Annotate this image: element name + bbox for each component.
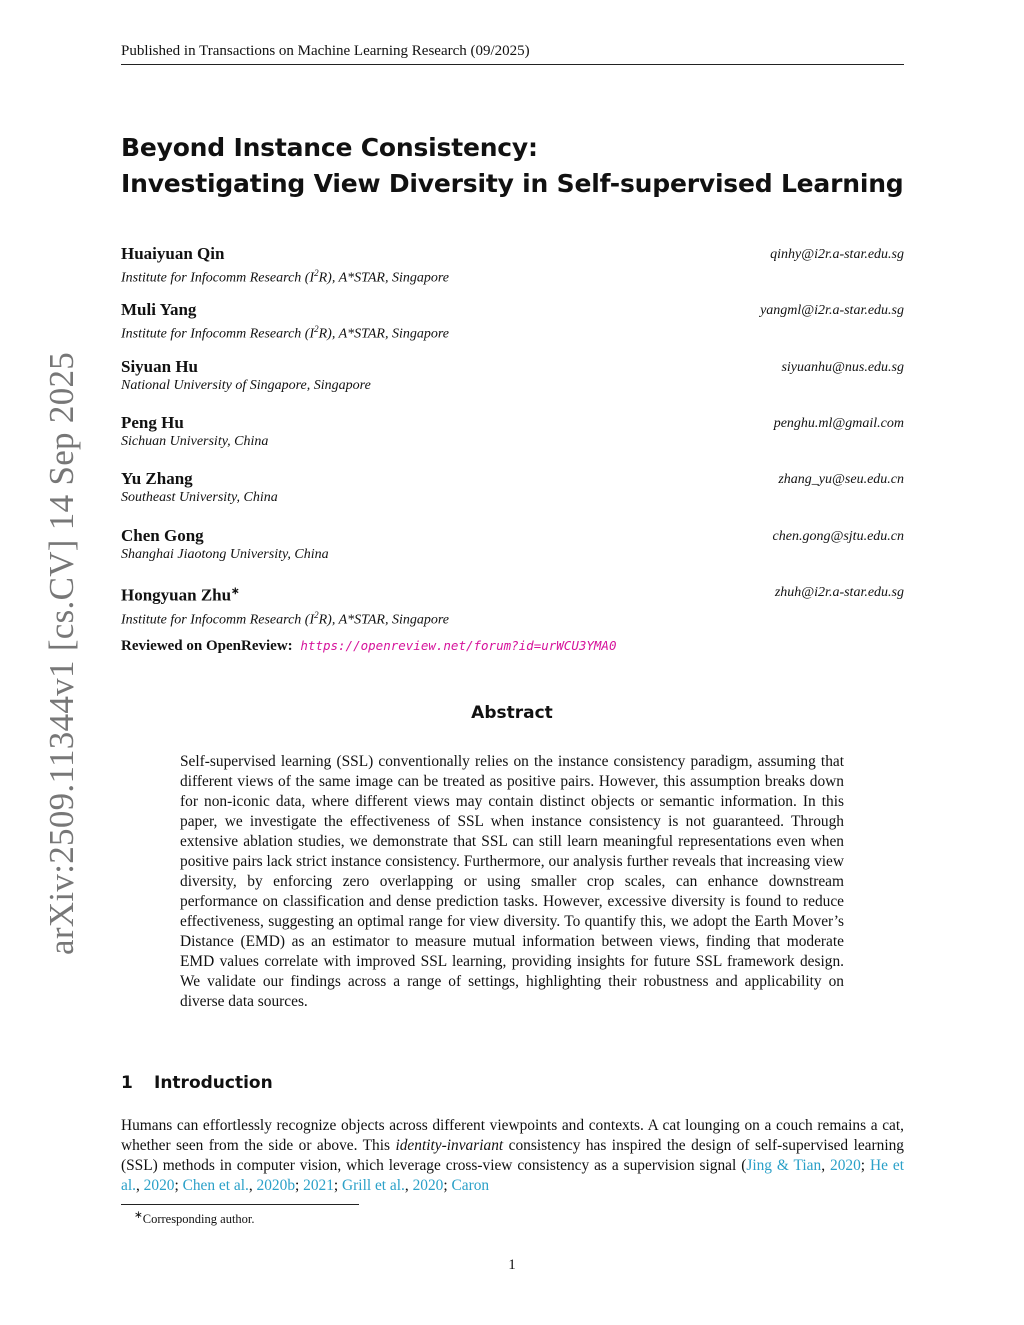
footnote-rule: [121, 1204, 359, 1205]
author-affiliation: Institute for Infocomm Research $(I^2R)$, A*STAR, Singapore: [121, 609, 450, 628]
running-header: [121, 43, 904, 65]
section-heading: [121, 1073, 273, 1093]
citation-link[interactable]: 2020b: [256, 1177, 296, 1194]
author-block: [121, 413, 904, 451]
section-number: 1: [121, 1073, 133, 1093]
author-name: Chen Gong: [121, 526, 204, 545]
citation-link[interactable]: 2020: [412, 1177, 444, 1194]
paper-title: [121, 130, 921, 202]
intro-paragraph: Humans can effortlessly recognize objects across different viewpoints and contexts. A cat lounging on a couch remains a cat, whether seen from the side or above. This identity-invariant consistency has inspired the design of self-supervised learning (SSL) methods in computer vision, which leverage cross-view consistency as a supervision signal (Jing & Tian, 2020; He et al., 2020; Chen et al., 2020b; 2021; Grill et al., 2020; Caron: [121, 1117, 904, 1194]
page-number: 1: [508, 1257, 516, 1273]
reviewed-label: Reviewed on OpenReview:: [121, 638, 293, 654]
author-name: Yu Zhang: [121, 469, 193, 488]
author-email[interactable]: qinhy@i2r.a-star.edu.sg: [770, 247, 904, 262]
section-title: Introduction: [154, 1073, 273, 1093]
author-affiliation: Shanghai Jiaotong University, China: [121, 547, 329, 562]
footnote-mark: ∗: [134, 1210, 143, 1221]
citation-link[interactable]: He et al.: [121, 1157, 904, 1194]
author-affiliation: National University of Singapore, Singapore: [121, 378, 371, 393]
running-head-text: Published in Transactions on Machine Learning Research (09/2025): [121, 43, 530, 59]
author-affiliation: Institute for Infocomm Research $(I^2R)$, A*STAR, Singapore: [121, 324, 450, 342]
author-block: [121, 526, 904, 564]
citation-link[interactable]: Jing & Tian: [746, 1157, 822, 1174]
author-email[interactable]: penghu.ml@gmail.com: [773, 416, 904, 431]
author-name: Hongyuan Zhu∗: [121, 585, 240, 605]
citation-link[interactable]: Caron: [451, 1177, 490, 1194]
footnote-text: Corresponding author.: [142, 1212, 255, 1227]
author-block: [121, 300, 904, 344]
author-email[interactable]: zhuh@i2r.a-star.edu.sg: [774, 585, 904, 600]
author-name: Muli Yang: [121, 300, 197, 319]
author-name: Huaiyuan Qin: [121, 244, 225, 263]
author-name: Siyuan Hu: [121, 357, 199, 376]
reviewed-line: [121, 638, 616, 655]
citation-link[interactable]: 2021: [303, 1177, 334, 1194]
author-block: [121, 357, 904, 395]
author-email[interactable]: siyuanhu@nus.edu.sg: [781, 360, 904, 375]
corresponding-mark: ∗: [231, 586, 240, 597]
title-line-1: Beyond Instance Consistency:: [121, 133, 538, 162]
author-affiliation: Sichuan University, China: [121, 434, 269, 449]
abstract-heading: Abstract: [471, 703, 553, 723]
abstract-text: Self-supervised learning (SSL) conventionally relies on the instance consistency paradigm, assuming that different views of the same image can be treated as positive pairs. However, this assumption breaks down for non-iconic data, where different views may contain distinct objects or semantic information. In this paper, we investigate the effectiveness of SSL when instance consistency is not guaranteed. Through extensive ablation studies, we demonstrate that SSL can still learn meaningful representations even when positive pairs lack strict instance consistency. Furthermore, our analysis further reveals that increasing view diversity, by enforcing zero overlapping or using smaller crop scales, can enhance downstream performance on classification and dense prediction tasks. However, excessive diversity is found to reduce effectiveness, suggesting an optimal range for view diversity. To quantify this, we adopt the Earth Mover’s Distance (EMD) as an estimator to measure mutual information between views, finding that moderate EMD values correlate with improved SSL learning, providing insights for future SSL framework design. We validate our findings across a range of settings, highlighting their robustness and applicability on diverse data sources.: [180, 753, 844, 1010]
arxiv-stamp: arXiv:2509.11344v1 [cs.CV] 14 Sep 2025: [42, 351, 81, 955]
citation-link[interactable]: 2020: [830, 1157, 861, 1174]
author-email[interactable]: zhang_yu@seu.edu.cn: [778, 472, 904, 487]
citation-link[interactable]: Grill et al.: [342, 1177, 405, 1194]
author-name: Peng Hu: [121, 413, 184, 432]
footnote: [134, 1209, 255, 1227]
author-email[interactable]: yangml@i2r.a-star.edu.sg: [760, 303, 904, 318]
citation-link[interactable]: 2020: [143, 1177, 175, 1194]
author-affiliation: Institute for Infocomm Research $(I^2R)$, A*STAR, Singapore: [121, 268, 450, 286]
author-block: [121, 244, 904, 288]
author-email[interactable]: chen.gong@sjtu.edu.cn: [772, 529, 904, 544]
citation-link[interactable]: Chen et al.: [182, 1177, 249, 1194]
author-block: [121, 582, 904, 629]
emphasis: identity-invariant: [395, 1137, 504, 1154]
title-line-2: Investigating View Diversity in Self-supervised Learning: [121, 169, 904, 198]
author-affiliation: Southeast University, China: [121, 490, 278, 505]
openreview-link[interactable]: https://openreview.net/forum?id=urWCU3YMA0: [300, 638, 617, 653]
author-block: [121, 469, 904, 507]
